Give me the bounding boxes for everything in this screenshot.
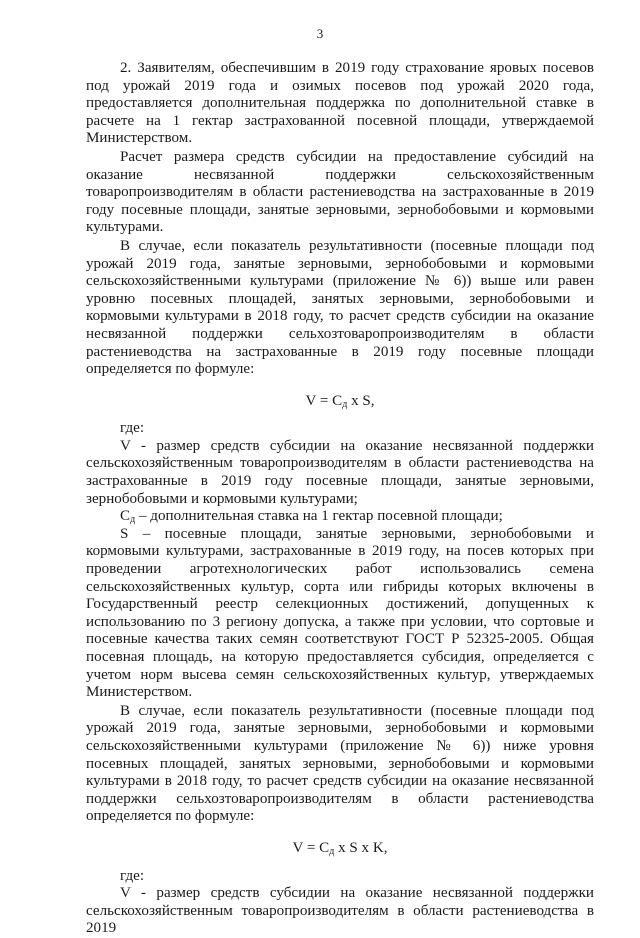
formula-2-sub: д (329, 845, 335, 857)
definition-cd (86, 508, 594, 526)
paragraph-insurance-support: 2. Заявителям, обеспечившим в 2019 году страхование яровых посевов под урожай 2019 года и озимых посевов под урожай 2020 года, предоставляется дополнительная поддержка по дополнительной ставке в расчете на 1 гектар застрахованной посевной площади, утверждаемой Министерством. (86, 60, 594, 147)
paragraph-calculation-heading: Расчет размера средств субсидии на предоставление субсидий на оказание несвязанной поддержки сельскохозяйственным товаропроизводителям в области растениеводства на застрахованные в 2019 году посевные площади, занятые зерновыми, зернобобовыми и кормовыми культурами. (86, 148, 594, 236)
definition-cd-symbol: С (120, 508, 131, 525)
definition-cd-text: – дополнительная ставка на 1 гектар посевной площади; (135, 508, 503, 525)
paragraph-case-above: В случае, если показатель результативности (посевные площади под урожай 2019 года, занятые зерновыми, зернобобовыми и кормовыми сельскохозяйственными культурами (приложение № 6)) выше или равен уровню посевных площадей, занятых зерновыми, зернобобовыми и кормовыми культурами в 2018 году, то расчет средств субсидии на оказание несвязанной поддержки сельхозтоваропроизводителям в области растениеводства на застрахованные в 2019 году посевные площади определяется по формуле: (86, 237, 594, 378)
where-label-2: где: (120, 867, 145, 884)
definition-s: S – посевные площади, занятые зерновыми, зернобобовыми и кормовыми культурами, застрахованные в 2019 году, на посев которых при проведении агротехнологических работ использовались семена сельскохозяйственных культур, сорта или гибриды которых включены в Государственный реестр селекционных достижений, допущенных к использованию по 3 региону допуска, а также при условии, что сортовые и посевные качества таких семян соответствуют ГОСТ Р 52325-2005. Общая посевная площадь, на которую предоставляется субсидия, определяется с учетом норм высева семян сельскохозяйственных культур, утверждаемых Министерством. (86, 525, 594, 701)
formula-2 (86, 840, 594, 858)
formula-1-sub: д (342, 398, 348, 410)
formula-2-left: V = С (292, 839, 330, 856)
formula-2-right: х S х K, (334, 839, 388, 856)
where-label-1: где: (120, 420, 145, 437)
page-number: 3 (316, 26, 324, 41)
document-body (86, 60, 594, 938)
definition-v-1: V - размер средств субсидии на оказание несвязанной поддержки сельскохозяйственным товаропроизводителям в области растениеводства на застрахованные в 2019 году посевные площади, занятые зерновыми, зернобобовыми и кормовыми культурами; (86, 437, 594, 507)
paragraph-case-below: В случае, если показатель результативности (посевные площади под урожай 2019 года, занятые зерновыми, зернобобовыми и кормовыми сельскохозяйственными культурами (приложение № 6)) ниже уровня посевных площадей, занятых зерновыми, зернобобовыми и кормовыми культурами в 2018 году, то расчет средств субсидии на оказание несвязанной поддержки сельхозтоваропроизводителям в области растениеводства определяется по формуле: (86, 702, 594, 825)
formula-1-right: х S, (347, 392, 375, 409)
formula-1 (86, 393, 594, 411)
definition-v-2: V - размер средств субсидии на оказание несвязанной поддержки сельскохозяйственным товаропроизводителям в области растениеводства в 2019 (86, 885, 594, 937)
definition-cd-sub: д (130, 514, 136, 526)
formula-1-left: V = С (305, 392, 343, 409)
